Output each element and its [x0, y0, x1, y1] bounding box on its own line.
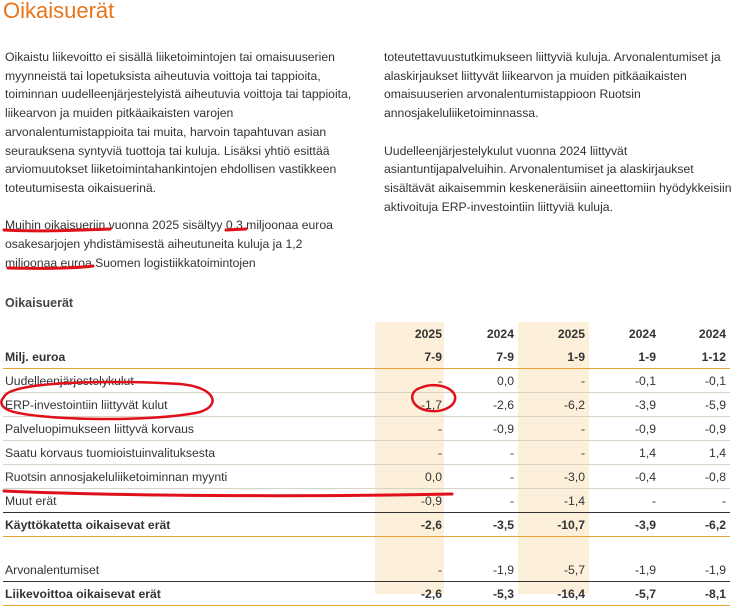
cell-value: -0,1: [634, 373, 656, 388]
total-value: -5,7: [589, 582, 660, 606]
adjustments-table: [3, 322, 730, 606]
cell-value: -0,9: [660, 417, 730, 441]
cell-value: -: [446, 465, 518, 489]
header-period: 1-12: [660, 345, 730, 369]
paragraph-impairments: toteutettavuustutkimukseen liittyviä kuluja. Arvonalentumiset ja alaskirjaukset liittyvät liikearvon ja muiden pitkäaikaisten omaisuuserien arvonalentumistappioon Ruotsin annosjakeluliiketoiminnassa.: [384, 50, 721, 121]
cell-value: -: [580, 373, 585, 388]
text-column-right: [384, 48, 739, 235]
cell-value: -1,7: [375, 393, 446, 417]
total-value: -3,9: [589, 513, 660, 537]
table-row: [3, 489, 730, 513]
cell-value: -: [437, 562, 442, 577]
cell-value: 0,0: [497, 373, 514, 388]
total-row: [3, 513, 730, 537]
table-row: [3, 441, 730, 465]
table-row: [3, 417, 730, 441]
cell-value: -: [437, 373, 442, 388]
header-row-periods: [3, 345, 730, 369]
table-row: [3, 393, 730, 417]
page-title: Oikaisuerät: [3, 0, 115, 23]
cell-value: 1,4: [589, 441, 660, 465]
header-period: 1-9: [518, 345, 589, 369]
header-year: 2024: [486, 326, 514, 341]
cell-value: -: [518, 441, 589, 465]
cell-value: -: [518, 417, 589, 441]
cell-value: 1,4: [660, 441, 730, 465]
table-row: [3, 558, 730, 582]
total-value: -16,4: [518, 582, 589, 606]
cell-value: -: [660, 489, 730, 513]
row-label: Muut erät: [3, 489, 375, 513]
header-period: 7-9: [446, 345, 518, 369]
cell-value: -1,9: [634, 562, 656, 577]
cell-value: -5,9: [660, 393, 730, 417]
total-label: Käyttökatetta oikaisevat erät: [3, 513, 375, 537]
header-row-years: [3, 322, 730, 345]
cell-value: -0,1: [704, 373, 726, 388]
table-row: [3, 369, 730, 393]
unit-label: Milj. euroa: [3, 345, 375, 369]
paragraph-restructuring: Uudelleenjärjestelykulut vuonna 2024 liittyvät asiantuntijapalveluihin. Arvonalentumiset ja alaskirjaukset sisältävät aikaisemmin keskeneräisiin aineettomiin hyödykkeisiin aktivoituja ERP-investointiin liittyviä kuluja.: [384, 143, 732, 214]
cell-value: -0,9: [446, 417, 518, 441]
header-year: 2025: [414, 326, 442, 341]
cell-value: -5,7: [563, 562, 585, 577]
cell-value: -: [446, 441, 518, 465]
cell-value: -: [446, 489, 518, 513]
cell-value: -: [375, 417, 446, 441]
total-row: [3, 582, 730, 606]
cell-value: -0,9: [375, 489, 446, 513]
header-period: 1-9: [589, 345, 660, 369]
total-label: Liikevoittoa oikaisevat erät: [3, 582, 375, 606]
cell-value: -3,9: [589, 393, 660, 417]
total-value: -6,2: [660, 513, 730, 537]
cell-value: -: [375, 441, 446, 465]
total-value: -2,6: [375, 513, 446, 537]
cell-value: -1,9: [492, 562, 514, 577]
paragraph-other-items: Muihin oikaisueriin vuonna 2025 sisältyy 0,3 miljoonaa euroa osakesarjojen yhdistämisestä aiheutuneita kuluja ja 1,2 miljoonaa euroa Suomen logistiikkatoimintojen: [5, 218, 333, 270]
row-label: Palveluopimukseen liittyvä korvaus: [3, 417, 375, 441]
row-label: Uudelleenjärjestelykulut: [5, 373, 134, 388]
row-label: Arvonalentumiset: [5, 562, 100, 577]
cell-value: -: [589, 489, 660, 513]
table-row: [3, 465, 730, 489]
row-label: Saatu korvaus tuomioistuinvalituksesta: [3, 441, 375, 465]
cell-value: -6,2: [518, 393, 589, 417]
cell-value: -2,6: [446, 393, 518, 417]
cell-value: 0,0: [375, 465, 446, 489]
paragraph-adjusted-ebit: Oikaistu liikevoitto ei sisällä liiketoimintojen tai omaisuuserien myynneistä tai lopetuksista aiheutuvia voittoja tai tappioita, toiminnan uudelleenjärjestelyistä aiheutuvia voittoja tai tappioita, liikearvon ja muiden pitkäaikaisten varojen arvonalentumistappioita tai muita, harvoin tapahtuvan asian seurauksena syntyviä tuottoja tai kuluja. Lisäksi yhtiö esittää arviomuutokset liiketoimintahankintojen ehdollisen vastikkeen toteutumisesta oikaisuerinä.: [5, 50, 352, 195]
text-column-left: [5, 48, 355, 291]
spacer-row: [3, 537, 730, 559]
header-year: 2025: [557, 326, 585, 341]
cell-value: -1,4: [518, 489, 589, 513]
total-value: -5,3: [446, 582, 518, 606]
cell-value: -3,0: [518, 465, 589, 489]
header-year: 2024: [628, 326, 656, 341]
header-empty-cell: [3, 322, 375, 345]
total-value: -3,5: [446, 513, 518, 537]
cell-value: -0,4: [589, 465, 660, 489]
cell-value: -0,9: [589, 417, 660, 441]
table-section-title: Oikaisuerät: [5, 296, 74, 310]
header-period: 7-9: [375, 345, 446, 369]
header-year: 2024: [698, 326, 726, 341]
total-value: -2,6: [375, 582, 446, 606]
cell-value: -1,9: [704, 562, 726, 577]
cell-value: -0,8: [660, 465, 730, 489]
row-label: Ruotsin annosjakeluliiketoiminnan myynti: [3, 465, 375, 489]
total-value: -8,1: [660, 582, 730, 606]
row-label: ERP-investointiin liittyvät kulut: [3, 393, 375, 417]
total-value: -10,7: [518, 513, 589, 537]
